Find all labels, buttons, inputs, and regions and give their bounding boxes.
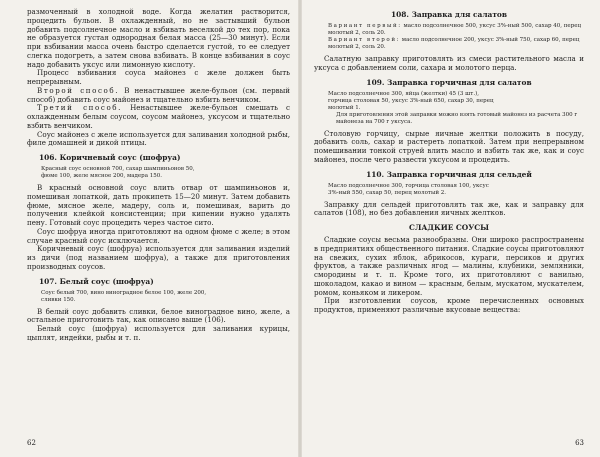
method-three-text: Ненастывшее желе-бульон смешать с охлажденным белым соусом, соусом майонез, уксусом и тщательно взбить венчиком.	[27, 103, 290, 130]
ingredients-line: Красный соус основной 700, сахар шампиньонов 50,	[41, 166, 195, 172]
ingredients-line: молотый 1.	[328, 104, 361, 111]
method-two-lead: Второй способ.	[37, 85, 120, 95]
section-heading-sweet-sauces: СЛАДКИЕ СОУСЫ	[408, 223, 489, 232]
ingredients-line: 3%-ный 550, сахар 50, перец молотый 2.	[328, 189, 446, 196]
variant-two	[328, 37, 584, 51]
variant-one-lead: Вариант первый:	[328, 23, 402, 29]
recipe-110-heading: 110. Заправка горчичная для сельдей	[366, 169, 532, 179]
intro-paragraph: размоченный в холодной воде. Когда желатин растворится, процедить бульон. В охлажденный, но не застывший бульон добавить подсолнечное масло и взбивать веселкой до тех пор, пока не образуется густая однородная белая масса (25—30 минут). Если при взбивании масса очень быстро сделается густой, то ее следует слегка подогреть, а затем снова взбивать. В конце взбивания в соус надо добавить уксус или лимонную кислоту.	[27, 7, 290, 69]
page-number: 62	[27, 439, 36, 447]
recipe-108-heading: 108. Заправка для салатов	[391, 10, 507, 19]
method-three	[27, 104, 290, 130]
recipe-107-heading: 107. Белый соус (шофруа)	[39, 276, 154, 286]
recipe-108-variants	[314, 23, 584, 51]
sweet-sauces-text: Сладкие соусы весьма разнообразны. Они широко распространены в предприятиях общественного питания. Сладкие соусы приготовляют на свежих, сухих яблок, абрикосов, кураги, персиков и других фруктов, а также различных ягод — малины, клубники, земляники, смородины и т. п. Кроме того, их приготовляют с ванилью, шоколадом, какао и вином — красным, белым, мускатом, мускателем, ромом, коньяком и ликером.	[314, 235, 584, 297]
recipe-109-text: Столовую горчицу, сырые яичные желтки положить в посуду, добавить соль, сахар и растереть лопаткой. Затем при непрерывном помешивании тонкой струей влить масло и взбить так же, как и соус майонез, после чего развести уксусом и процедить.	[314, 128, 584, 164]
recipe-106-heading: 106. Коричневый соус (шофруа)	[39, 153, 181, 162]
ingredients-line: фюме 100, желе мясное 200, мадера 150.	[41, 173, 162, 179]
variant-one	[328, 23, 584, 37]
recipe-107-ingredients	[27, 290, 290, 304]
recipe-109-ingredients	[314, 91, 584, 126]
page-number: 63	[575, 439, 584, 447]
method-two	[27, 87, 290, 105]
variant-two-text: масло подсолнечное 200, уксус 3%-ный 750, сахар 60, перец молотый 2, соль 20.	[328, 37, 580, 50]
ingredients-line: горчица столовая 50, уксус 3%-ный 650, сахар 30, перец	[328, 97, 494, 104]
ingredients-note: Для приготовления этой заправки можно взять готовый майонез из расчета 300 г майонеза на 700 г уксуса.	[336, 111, 578, 125]
recipe-106-ingredients	[27, 166, 290, 180]
method-two-text: В ненастывшее желе-бульон (см. первый способ) добавить соус майонез и тщательно взбить венчиком.	[27, 85, 290, 104]
ingredients-line: Соус белый 700, вино виноградное белое 100, желе 200,	[41, 289, 207, 296]
recipe-109-heading: 109. Заправка горчичная для салатов	[366, 77, 532, 87]
recipe-108-text: Салатную заправку приготовлять из смеси растительного масла и уксуса с добавлением соли, сахара и молотого перца.	[314, 54, 584, 72]
ingredients-line: Масло подсолнечное 300, яйца (желтки) 45 (3 шт.),	[328, 90, 479, 97]
recipe-110-text: Заправку для сельдей приготовлять так же, как и заправку для салатов (108), но без добавления яичных желтков.	[314, 199, 584, 218]
method-three-lead: Третий способ.	[37, 103, 123, 113]
ingredients-line: Масло подсолнечное 300, горчица столовая 100, уксус	[328, 182, 489, 189]
recipe-106-text: В красный основной соус влить отвар от шампиньонов и, помешивая лопаткой, дать прокипеть 15—20 минут. Затем добавить фюме, мясное желе, мадеру, соль и, помешивая, варить до получения клейкой консистенции; при кипении нужно удалять пену. Готовый соус процедить через частое сито.	[27, 183, 290, 227]
recipe-106-text: Соус шофруа иногда приготовляют на одном фюме с желе; в этом случае красный соус исключается.	[27, 226, 290, 245]
ingredients-line: сливки 150.	[41, 296, 76, 303]
recipe-107-text: В белый соус добавить сливки, белое виноградное вино, желе, а остальное приготовить так, как описано выше (106).	[27, 306, 290, 325]
recipe-107-text: Белый соус (шофруа) используется для заливания курицы, цыплят, индейки, рыбы и т. п.	[27, 324, 290, 342]
sweet-sauces-text: При изготовлении соусов, кроме перечисленных основных продуктов, применяют различные вкусовые вещества:	[314, 296, 584, 314]
variant-one-text: масло подсолнечное 500, уксус 3%-ный 500, сахар 40, перец молотый 2, соль 20.	[328, 23, 582, 36]
variant-two-lead: Вариант второй:	[328, 37, 401, 43]
closing-paragraph: Соус майонез с желе используется для заливания холодной рыбы, филе домашней и дикой птицы.	[27, 129, 290, 148]
right-page	[300, 0, 600, 457]
intro-note: Процесс взбивания соуса майонез с желе должен быть непрерывным.	[27, 68, 290, 86]
recipe-110-ingredients	[314, 183, 584, 197]
recipe-106-text: Коричневый соус (шофруа) используется для заливания изделий из дичи (под названием шофруа), а также для приготовления производных соусов.	[27, 244, 290, 271]
